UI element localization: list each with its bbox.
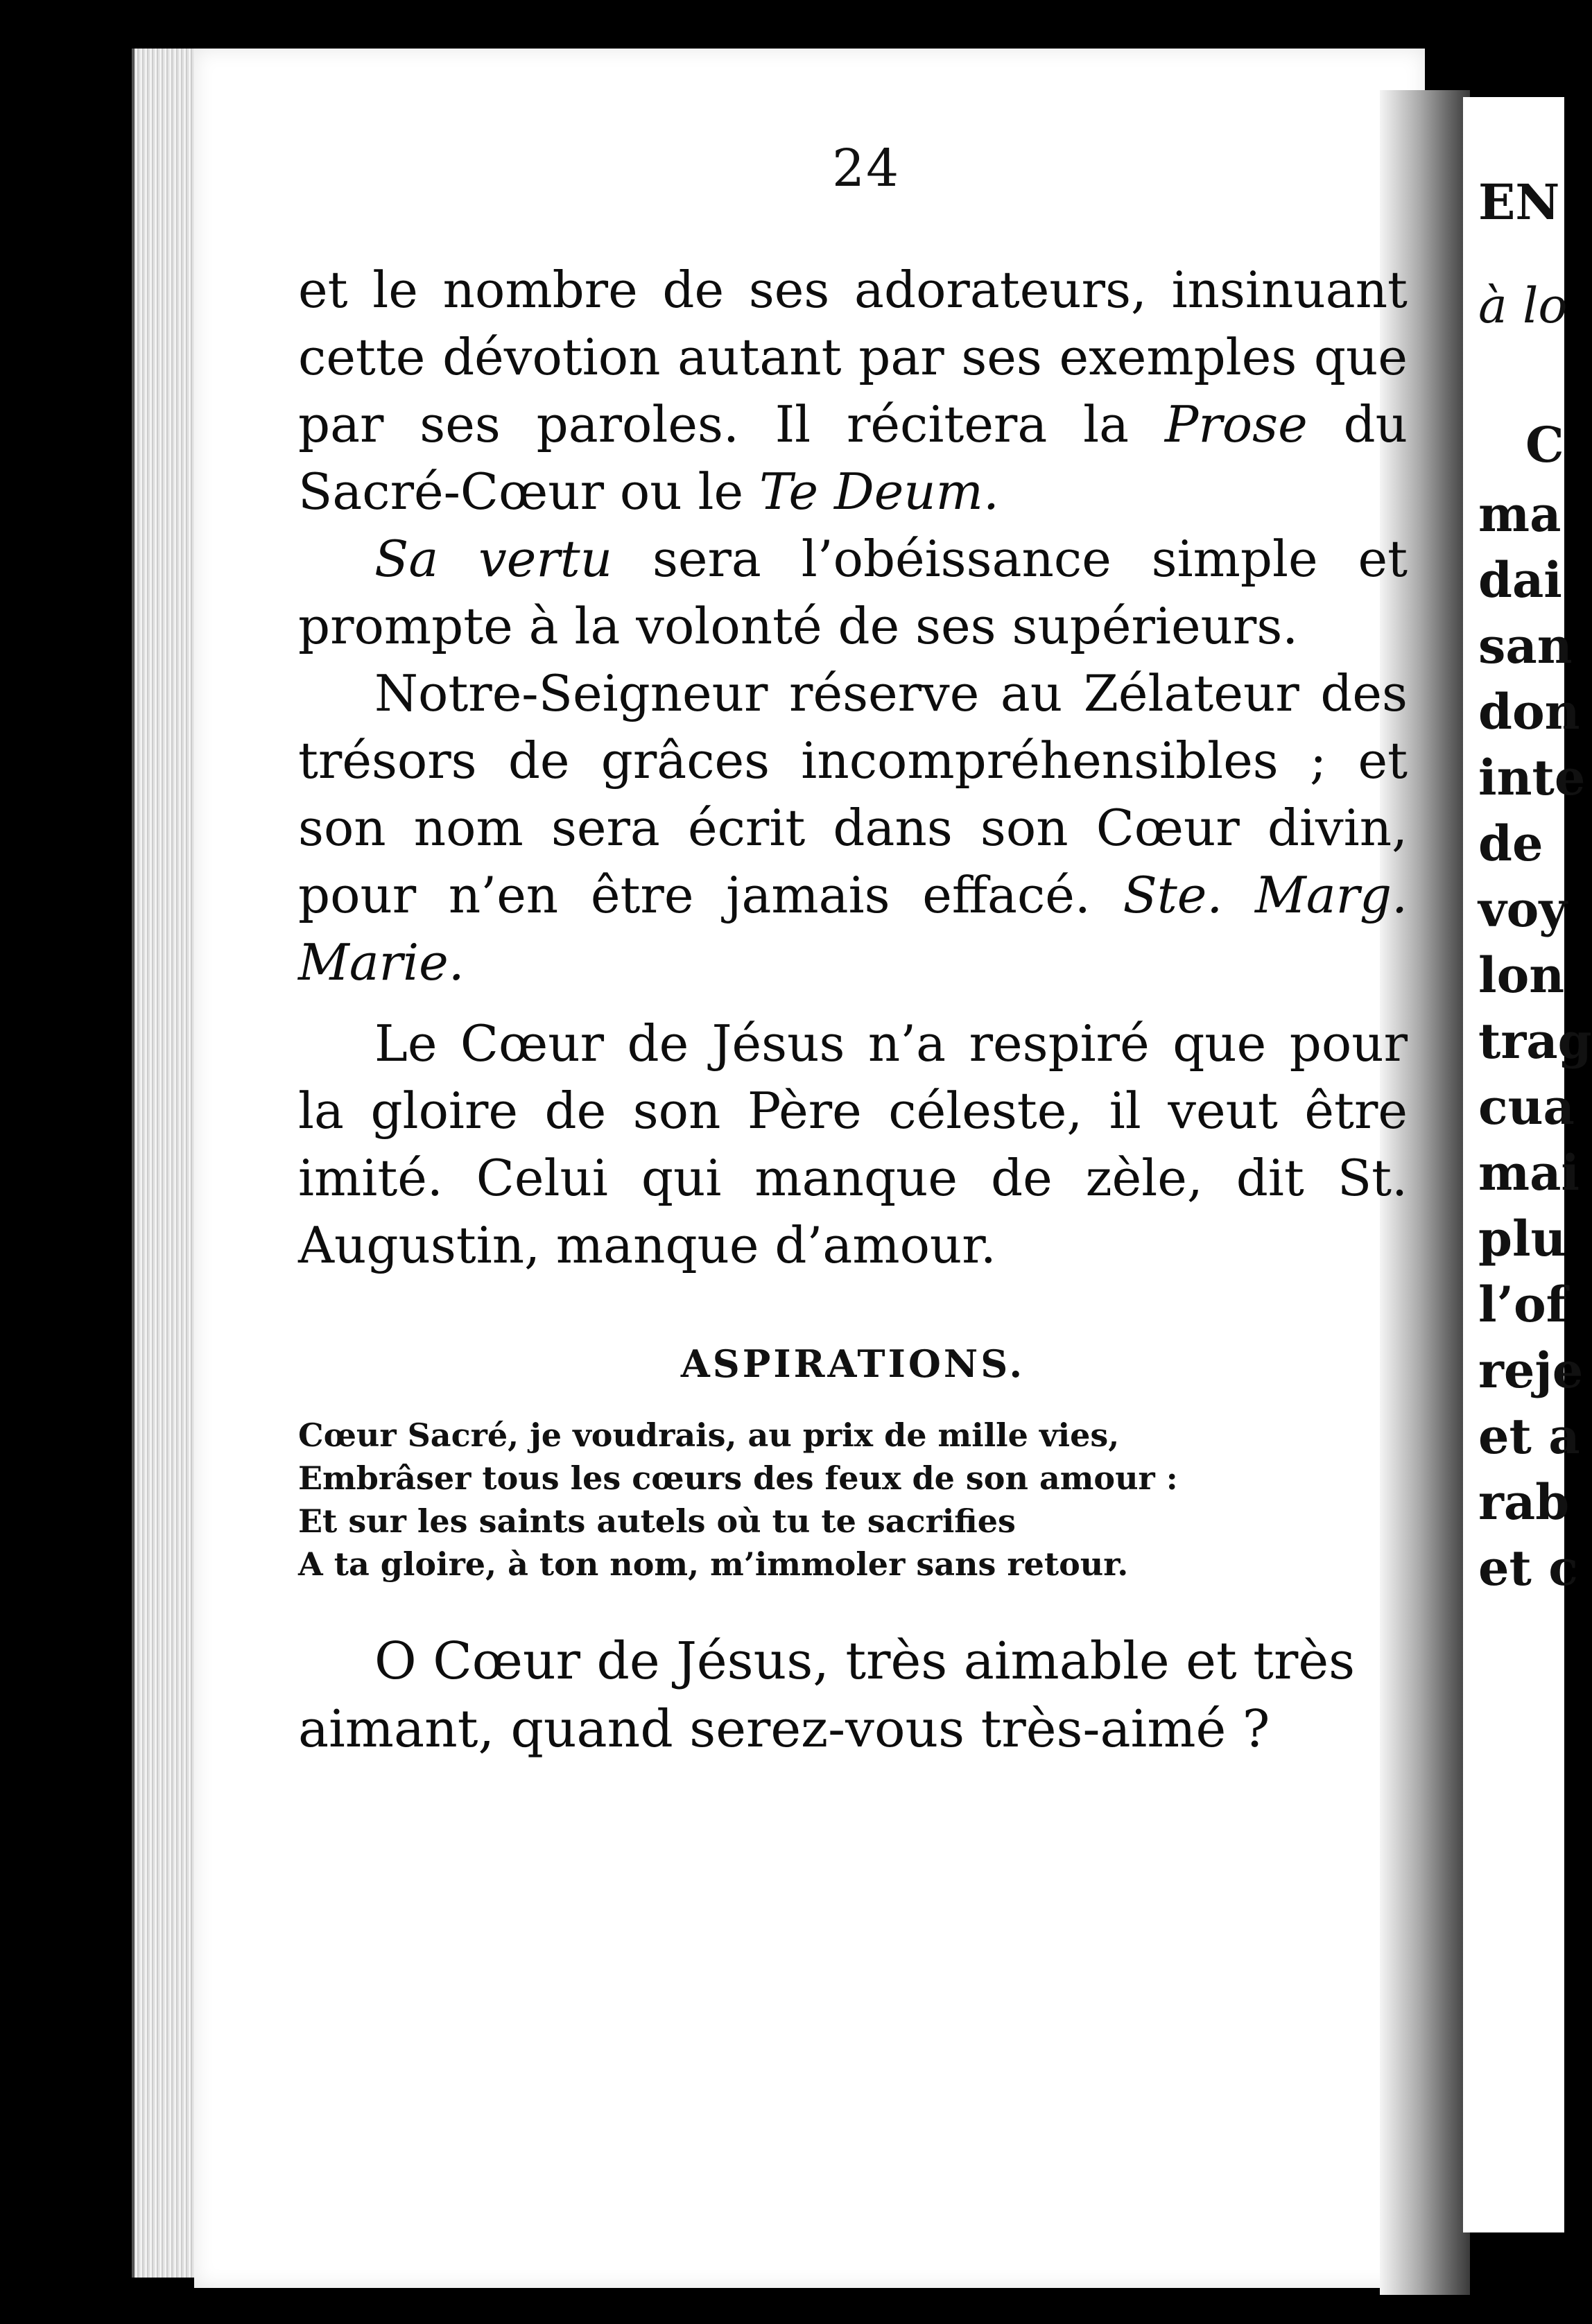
book-page-edges: [132, 49, 200, 2278]
text-run: Le Cœur de Jésus n’a respiré que pour la gloire de son Père céleste, il veut être imité. Celui qui manque de zèle, dit St. Augustin, manque d’amour.: [298, 1014, 1408, 1274]
facing-fragment: lon: [1478, 946, 1565, 1004]
text-run-italic: Prose: [1164, 395, 1308, 453]
paragraph-zeal: [298, 1010, 1408, 1279]
facing-fragment: à lo: [1478, 277, 1568, 334]
text-run: sera l’obéissance simple et prompte à la volonté de ses supérieurs.: [298, 530, 1408, 655]
paragraph-continuation: [298, 257, 1408, 526]
facing-fragment: l’of: [1478, 1276, 1567, 1333]
text-run-italic: Te Deum.: [759, 462, 999, 521]
facing-fragment: cua: [1478, 1078, 1575, 1136]
facing-fragment: trag: [1478, 1012, 1592, 1070]
facing-page: [1463, 97, 1592, 2232]
facing-fragment: EN: [1478, 173, 1560, 231]
facing-fragment: don: [1478, 683, 1580, 740]
facing-fragment: C: [1525, 416, 1564, 474]
paragraph-zelateur: [298, 660, 1408, 996]
facing-fragment: ma: [1478, 485, 1561, 543]
attribution-italic: Ste. Marg. Marie.: [298, 866, 1408, 991]
verse-line: Embrâser tous les cœurs des feux de son amour :: [298, 1459, 1178, 1497]
verse-line: A ta gloire, à ton nom, m’immoler sans retour.: [298, 1545, 1129, 1583]
paragraph-virtue: [298, 526, 1408, 660]
text-run: et le nombre de ses adorateurs, insinuant cette dévotion autant par ses exemples que par ses paroles. Il récitera la: [298, 261, 1408, 453]
text-run: Notre-Seigneur réserve au Zélateur des trésors de grâces incompréhensibles ; et son nom sera écrit dans son Cœur divin, pour n’en être jamais effacé.: [298, 664, 1408, 924]
verse-line: Cœur Sacré, je voudrais, au prix de mille vies,: [298, 1416, 1120, 1454]
facing-fragment: de: [1478, 815, 1543, 872]
text-run-italic: Sa vertu: [374, 530, 613, 588]
facing-fragment: et a: [1478, 1407, 1580, 1465]
text-run: du Sacré-Cœur ou le: [298, 395, 1408, 521]
facing-fragment: voy: [1478, 881, 1568, 938]
facing-fragment: inte: [1478, 749, 1586, 806]
facing-fragment: san: [1478, 617, 1573, 675]
aspiration-verse: [298, 1414, 1408, 1586]
section-heading: ASPIRATIONS.: [680, 1342, 1026, 1386]
page-number: 24: [832, 139, 901, 198]
verse-line: Et sur les saints autels où tu te sacrifies: [298, 1502, 1016, 1540]
closing-prayer: O Cœur de Jésus, très aimable et très aimant, quand serez-vous très-aimé ?: [298, 1631, 1356, 1759]
facing-fragment: dai: [1478, 551, 1562, 609]
facing-fragment: et c: [1478, 1539, 1578, 1597]
facing-fragment: rab: [1478, 1473, 1570, 1531]
page-body: [298, 257, 1408, 1763]
facing-fragment: plu: [1478, 1210, 1566, 1267]
facing-fragment: reje: [1478, 1342, 1584, 1399]
facing-fragment: mai: [1478, 1144, 1580, 1202]
